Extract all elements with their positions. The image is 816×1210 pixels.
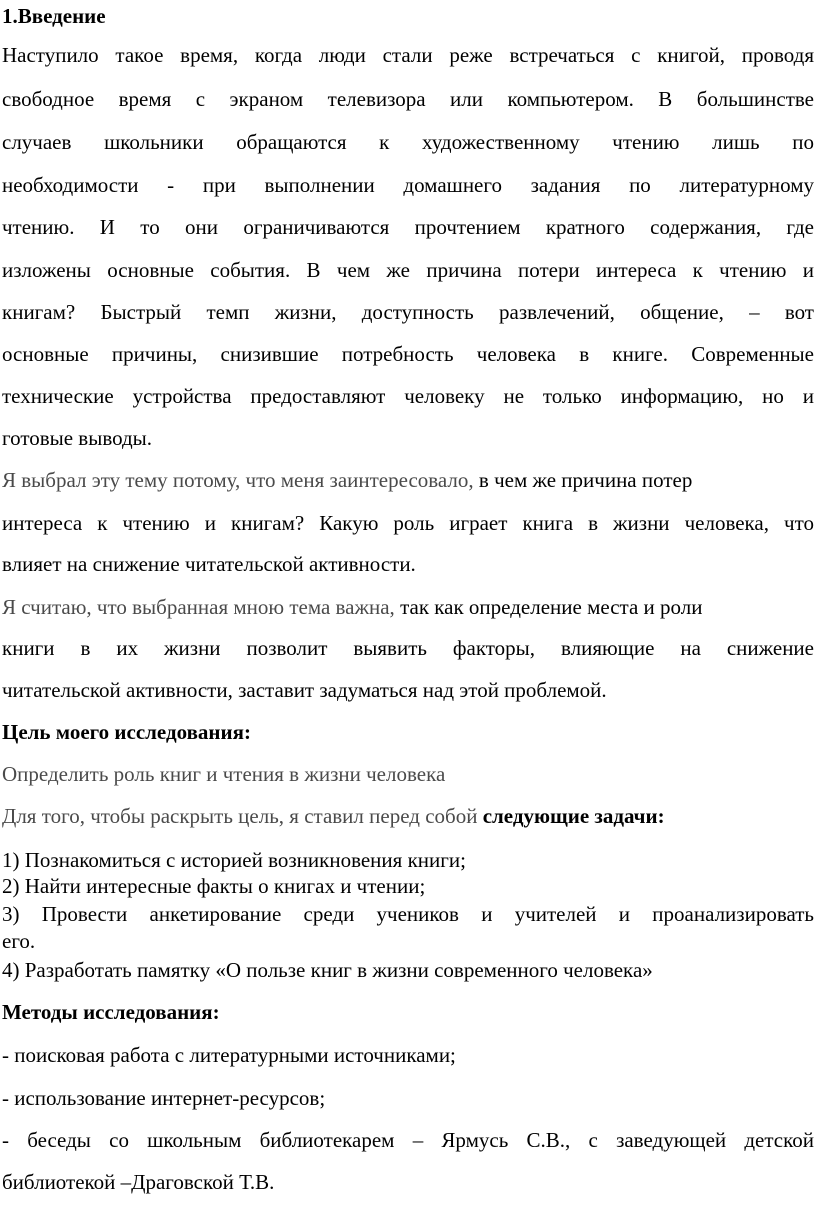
paragraph-line: влияет на снижение читательской активности. [2, 552, 416, 576]
paragraph-line: интереса к чтению и книгам? Какую роль играет книга в жизни человека, что [2, 511, 814, 535]
paragraph-text: в чем же причина потер [473, 468, 693, 492]
methods-heading: Методы исследования: [2, 1000, 220, 1024]
paragraph-text: так как определение места и роли [394, 595, 703, 619]
paragraph-line: изложены основные события. В чем же причина потери интереса к чтению и [2, 258, 814, 282]
tasks-label: следующие задачи: [477, 804, 665, 828]
method-item: - поисковая работа с литературными источниками; [2, 1043, 456, 1067]
paragraph-line [2, 597, 814, 618]
paragraph-line: книгам? Быстрый темп жизни, доступность развлечений, общение, – вот [2, 300, 814, 324]
paragraph-line: готовые выводы. [2, 426, 153, 450]
paragraph-line: основные причины, снизившие потребность человека в книге. Современные [2, 342, 814, 366]
paragraph-line [2, 470, 814, 491]
paragraph-line: Наступило такое время, когда люди стали реже встречаться с книгой, проводя [2, 43, 814, 67]
paragraph-line: читательской активности, заставит задуматься над этой проблемой. [2, 678, 607, 702]
section-title: 1.Введение [2, 4, 106, 28]
goal-heading: Цель моего исследования: [2, 720, 251, 744]
tasks-intro [2, 806, 814, 827]
paragraph-line: технические устройства предоставляют человеку не только информацию, но и [2, 384, 814, 408]
tasks-intro-text: Для того, чтобы раскрыть цель, я ставил перед собой [2, 804, 478, 828]
paragraph-line: свободное время с экраном телевизора или компьютером. В большинстве [2, 87, 814, 111]
task-item: 4) Разработать памятку «О пользе книг в жизни современного человека» [2, 958, 653, 982]
method-item: - беседы со школьным библиотекарем – Ярмусь С.В., с заведующей детской [2, 1128, 814, 1152]
goal-text: Определить роль книг и чтения в жизни человека [2, 762, 446, 786]
task-item-continuation: его. [2, 929, 36, 953]
task-item: 2) Найти интересные факты о книгах и чтении; [2, 874, 426, 898]
task-item: 1) Познакомиться с историей возникновения книги; [2, 848, 466, 872]
paragraph-line: необходимости - при выполнении домашнего задания по литературному [2, 173, 814, 197]
paragraph-lead-text: Я выбрал эту тему потому, что меня заинтересовало, [2, 468, 474, 492]
method-item-continuation: библиотекой –Драговской Т.В. [2, 1170, 275, 1194]
paragraph-line: чтению. И то они ограничиваются прочтением кратного содержания, где [2, 215, 814, 239]
method-item: - использование интернет-ресурсов; [2, 1086, 326, 1110]
paragraph-line: случаев школьники обращаются к художественному чтению лишь по [2, 130, 814, 154]
paragraph-lead-text: Я считаю, что выбранная мною тема важна, [2, 595, 395, 619]
paragraph-line: книги в их жизни позволит выявить факторы, влияющие на снижение [2, 636, 814, 660]
task-item: 3) Провести анкетирование среди учеников и учителей и проанализировать [2, 902, 814, 926]
